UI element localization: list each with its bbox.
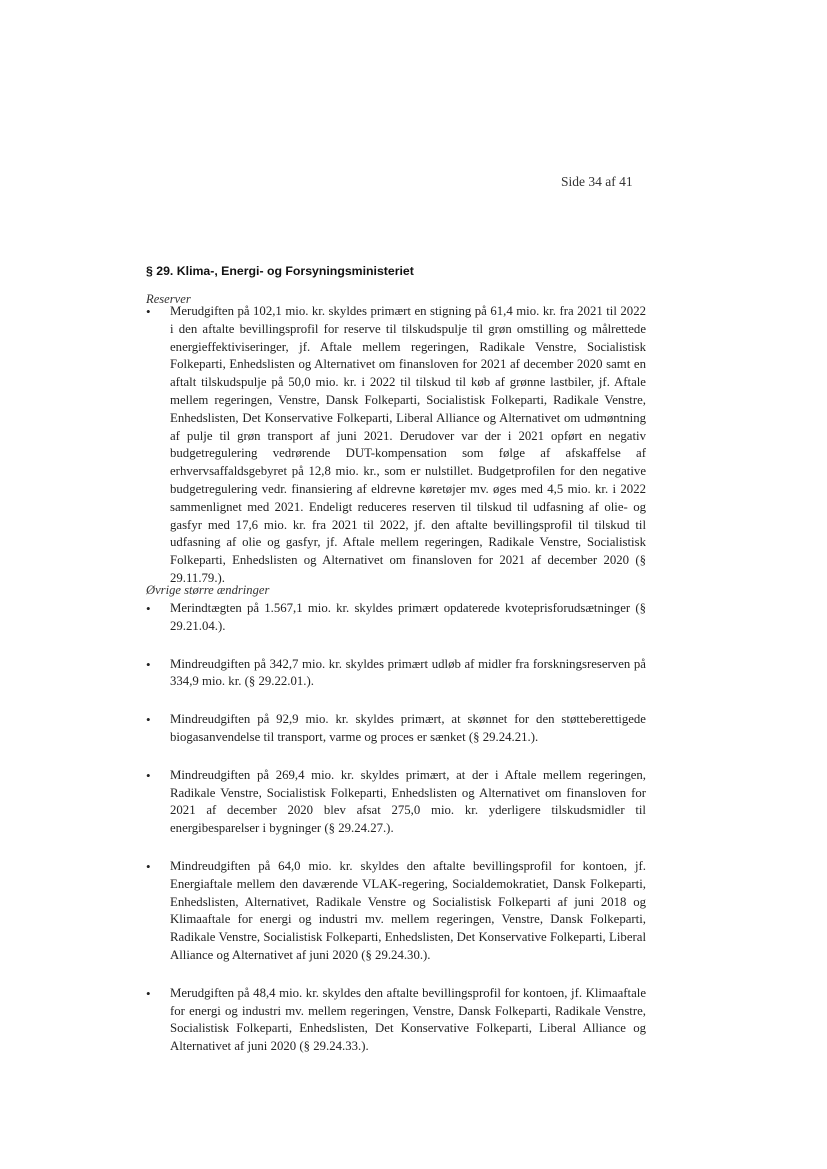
list-item: • Merindtægten på 1.567,1 mio. kr. skyldes primært opdaterede kvoteprisforudsætninger (§ 29.21.04.). — [146, 600, 646, 636]
page-number: Side 34 af 41 — [561, 174, 633, 189]
section-heading: § 29. Klima-, Energi- og Forsyningsministeriet — [146, 264, 414, 278]
list-item: • Mindreudgiften på 342,7 mio. kr. skyldes primært udløb af midler fra forskningsreserven på 334,9 mio. kr. (§ 29.22.01.). — [146, 656, 646, 692]
list-item: • Mindreudgiften på 92,9 mio. kr. skyldes primært, at skønnet for den støtteberettigede biogasanvendelse til transport, varme og proces er sænket (§ 29.24.21.). — [146, 711, 646, 747]
subsection-title-ovrige: Øvrige større ændringer — [146, 583, 270, 597]
subsection-title-reserver: Reserver — [146, 292, 191, 306]
list-item: • Merudgiften på 102,1 mio. kr. skyldes primært en stigning på 61,4 mio. kr. fra 2021 til 2022 i den aftalte bevillingsprofil for reserve til tilskudspulje til grøn omstilling og målrettede energieffektiviseringer, jf. Aftale mellem regeringen, Radikale Venstre, Socialistisk Folkeparti, Enhedslisten og Alternativet om finansloven for 2021 af december 2020 samt en aftalt tilskudspulje på 50,0 mio. kr. i 2022 til tilskud til køb af grønne lastbiler, jf. Aftale mellem regeringen, Venstre, Dansk Folkeparti, Socialistisk Folkeparti, Radikale Venstre, Enhedslisten, Det Konservative Folkeparti, Liberal Alliance og Alternativet om udmøntning af pulje til grøn transport af juni 2021. Derudover var der i 2021 opført en negativ budgetregulering vedrørende DUT-kompensation som følge af afskaffelse af erhvervsaffaldsgebyret på 12,8 mio. kr., som er nulstillet. Budgetprofilen for den negative budgetregulering vedr. finansiering af eldrevne køretøjer mv. øges med 4,5 mio. kr. i 2022 sammenlignet med 2021. Endeligt reduceres reserven til tilskud til udfasning af olie- og gasfyr med 17,6 mio. kr. fra 2021 til 2022, jf. den aftalte bevillingsprofil til tilskud til udfasning af olie og gasfyr, jf. Aftale mellem regeringen, Radikale Venstre, Socialistisk Folkeparti, Enhedslisten og Alternativet om finansloven for 2021 af december 2020 (§ 29.11.79.). — [146, 303, 646, 588]
list-item: • Mindreudgiften på 64,0 mio. kr. skyldes den aftalte bevillingsprofil for kontoen, jf. Energiaftale mellem den daværende VLAK-regering, Socialdemokratiet, Dansk Folkeparti, Enhedslisten, Alternativet, Radikale Venstre og Socialistisk Folkeparti af juni 2018 og Klimaaftale for energi og industri mv. mellem regeringen, Venstre, Dansk Folkeparti, Radikale Venstre, Socialistisk Folkeparti, Enhedslisten, Det Konservative Folkeparti, Liberal Alliance og Alternativet af juni 2020 (§ 29.24.30.). — [146, 858, 646, 965]
bullet-list-reserver — [146, 303, 646, 588]
list-item: • Merudgiften på 48,4 mio. kr. skyldes den aftalte bevillingsprofil for kontoen, jf. Klimaaftale for energi og industri mv. mellem regeringen, Venstre, Dansk Folkeparti, Radikale Venstre, Socialistisk Folkeparti, Enhedslisten, Det Konservative Folkeparti, Liberal Alliance og Alternativet af juni 2020 (§ 29.24.33.). — [146, 985, 646, 1056]
list-item: • Mindreudgiften på 269,4 mio. kr. skyldes primært, at der i Aftale mellem regeringen, Radikale Venstre, Socialistisk Folkeparti, Enhedslisten og Alternativet om finansloven for 2021 af december 2020 blev afsat 275,0 mio. kr. yderligere tilskudsmidler til energibesparelser i bygninger (§ 29.24.27.). — [146, 767, 646, 838]
bullet-list-ovrige — [146, 600, 646, 1056]
